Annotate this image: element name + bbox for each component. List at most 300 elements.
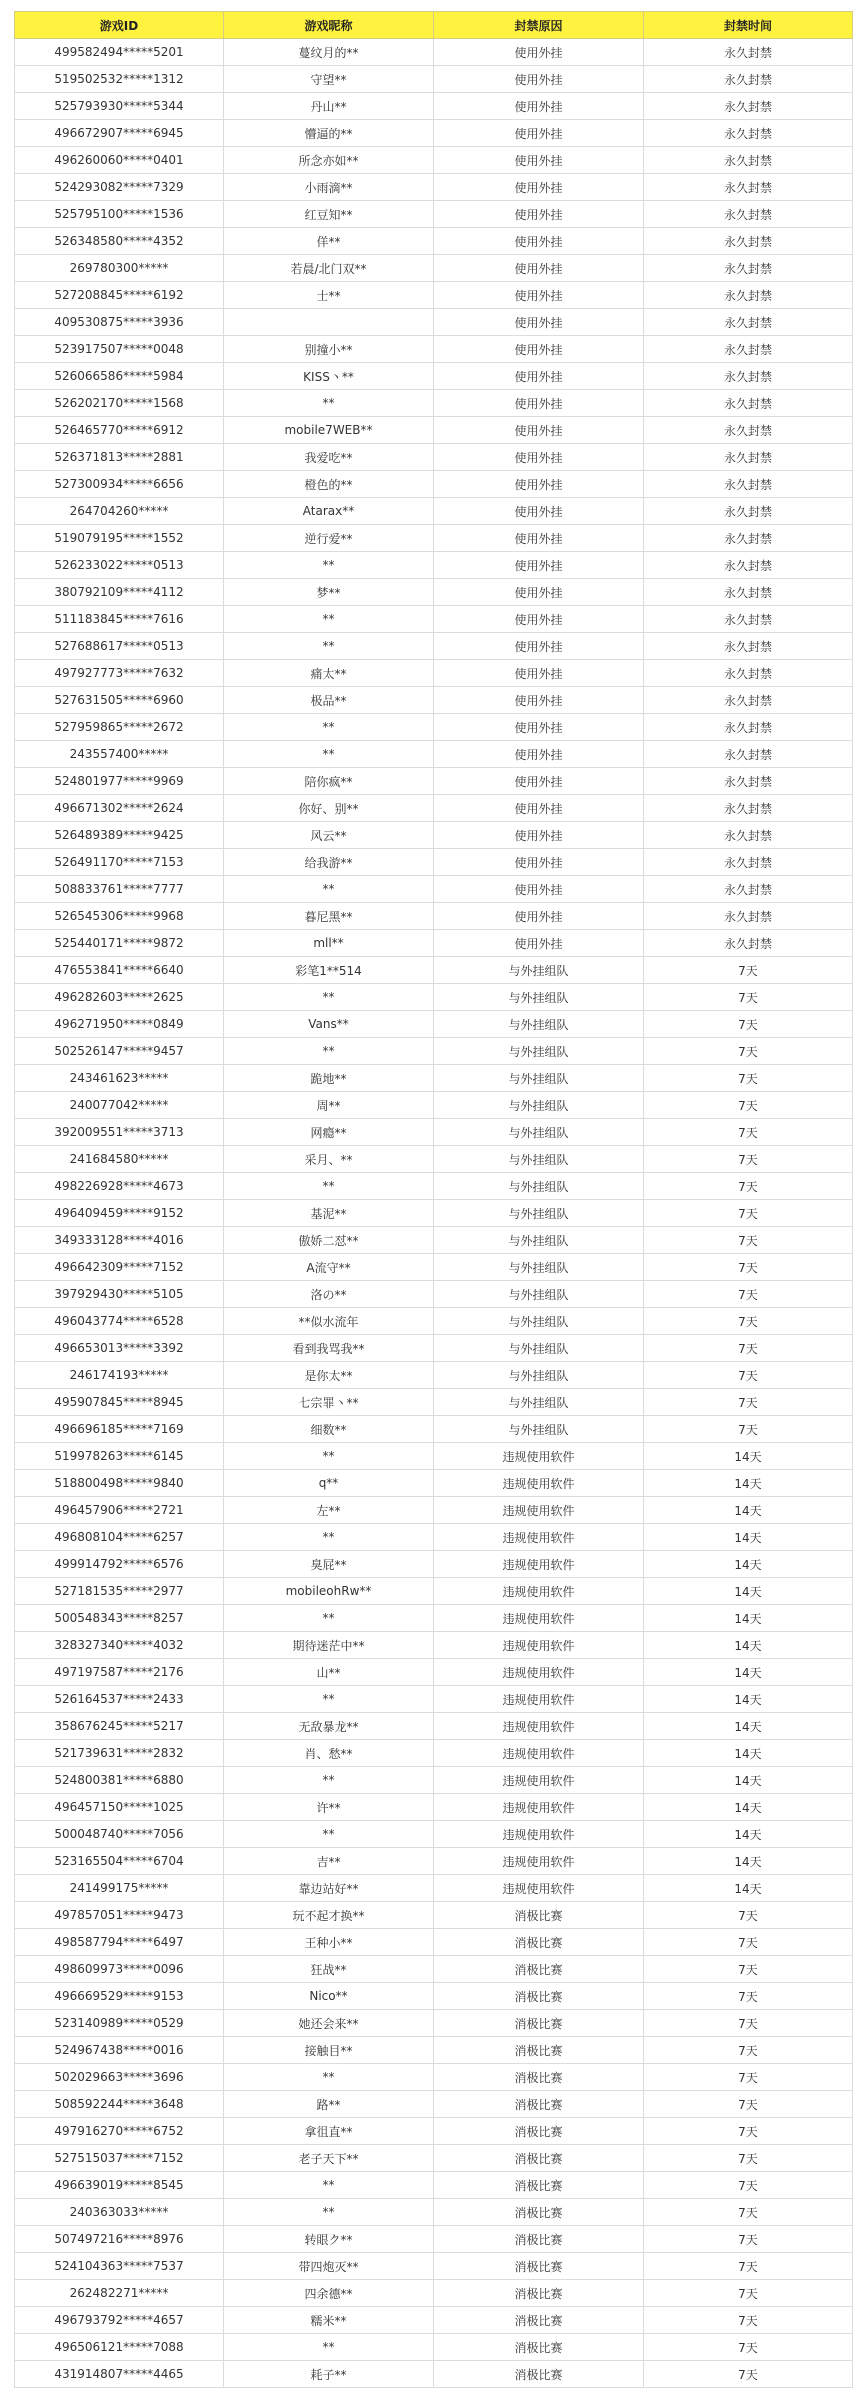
cell-ban-reason: 违规使用软件 — [434, 1497, 644, 1524]
cell-game-id: 523165504*****6704 — [15, 1848, 224, 1875]
cell-game-id: 502029663*****3696 — [15, 2064, 224, 2091]
cell-nickname: 转眼ク** — [224, 2226, 434, 2253]
cell-ban-reason: 使用外挂 — [434, 633, 644, 660]
cell-nickname: 逆行爱** — [224, 525, 434, 552]
cell-game-id: 380792109*****4112 — [15, 579, 224, 606]
cell-nickname: 你好、别** — [224, 795, 434, 822]
cell-game-id: 409530875*****3936 — [15, 309, 224, 336]
cell-game-id: 240363033***** — [15, 2199, 224, 2226]
header-nickname: 游戏昵称 — [224, 12, 434, 39]
cell-nickname: ** — [224, 606, 434, 633]
cell-ban-reason: 违规使用软件 — [434, 1713, 644, 1740]
cell-ban-reason: 使用外挂 — [434, 876, 644, 903]
cell-nickname: ** — [224, 714, 434, 741]
cell-game-id: 496457906*****2721 — [15, 1497, 224, 1524]
cell-nickname: 小雨滴** — [224, 174, 434, 201]
cell-ban-reason: 使用外挂 — [434, 417, 644, 444]
header-row — [15, 12, 853, 39]
cell-game-id: 527959865*****2672 — [15, 714, 224, 741]
cell-ban-reason: 使用外挂 — [434, 498, 644, 525]
cell-ban-duration: 7天 — [644, 2091, 853, 2118]
table-row — [15, 876, 853, 903]
cell-ban-duration: 7天 — [644, 1902, 853, 1929]
cell-game-id: 240077042***** — [15, 1092, 224, 1119]
cell-ban-duration: 永久封禁 — [644, 336, 853, 363]
table-row — [15, 2064, 853, 2091]
table-row — [15, 1524, 853, 1551]
cell-ban-duration: 14天 — [644, 1605, 853, 1632]
cell-ban-duration: 7天 — [644, 2037, 853, 2064]
cell-nickname: 丹山** — [224, 93, 434, 120]
header-game-id: 游戏ID — [15, 12, 224, 39]
cell-ban-duration: 14天 — [644, 1443, 853, 1470]
table-row — [15, 2199, 853, 2226]
cell-ban-duration: 7天 — [644, 1389, 853, 1416]
table-row — [15, 2037, 853, 2064]
cell-nickname: ** — [224, 1605, 434, 1632]
table-row — [15, 1794, 853, 1821]
cell-ban-reason: 消极比赛 — [434, 2334, 644, 2361]
table-row — [15, 2307, 853, 2334]
cell-ban-duration: 7天 — [644, 2172, 853, 2199]
cell-ban-duration: 14天 — [644, 1767, 853, 1794]
cell-game-id: 519079195*****1552 — [15, 525, 224, 552]
cell-ban-reason: 与外挂组队 — [434, 1065, 644, 1092]
table-row — [15, 309, 853, 336]
table-row — [15, 957, 853, 984]
cell-nickname: mll** — [224, 930, 434, 957]
cell-game-id: 524800381*****6880 — [15, 1767, 224, 1794]
cell-game-id: 476553841*****6640 — [15, 957, 224, 984]
cell-ban-duration: 14天 — [644, 1821, 853, 1848]
cell-game-id: 497197587*****2176 — [15, 1659, 224, 1686]
cell-ban-reason: 违规使用软件 — [434, 1740, 644, 1767]
cell-ban-reason: 使用外挂 — [434, 66, 644, 93]
cell-ban-duration: 永久封禁 — [644, 822, 853, 849]
cell-ban-reason: 违规使用软件 — [434, 1551, 644, 1578]
cell-game-id: 526348580*****4352 — [15, 228, 224, 255]
cell-nickname: 橙色的** — [224, 471, 434, 498]
cell-ban-reason: 与外挂组队 — [434, 1308, 644, 1335]
cell-game-id: 525795100*****1536 — [15, 201, 224, 228]
table-row — [15, 1443, 853, 1470]
cell-nickname: ** — [224, 1524, 434, 1551]
cell-game-id: 527208845*****6192 — [15, 282, 224, 309]
table-row — [15, 984, 853, 1011]
cell-ban-duration: 永久封禁 — [644, 93, 853, 120]
cell-nickname: 痛太** — [224, 660, 434, 687]
cell-ban-duration: 7天 — [644, 1956, 853, 1983]
cell-ban-reason: 与外挂组队 — [434, 1227, 644, 1254]
table-row — [15, 255, 853, 282]
table-row — [15, 579, 853, 606]
cell-ban-duration: 7天 — [644, 1281, 853, 1308]
cell-nickname: 狂战** — [224, 1956, 434, 1983]
cell-game-id: 499914792*****6576 — [15, 1551, 224, 1578]
cell-ban-reason: 违规使用软件 — [434, 1821, 644, 1848]
table-row — [15, 93, 853, 120]
cell-ban-reason: 使用外挂 — [434, 201, 644, 228]
cell-game-id: 527688617*****0513 — [15, 633, 224, 660]
cell-nickname: q** — [224, 1470, 434, 1497]
cell-ban-reason: 使用外挂 — [434, 390, 644, 417]
cell-nickname: 给我游** — [224, 849, 434, 876]
table-row — [15, 2361, 853, 2388]
table-row — [15, 1983, 853, 2010]
cell-nickname: 她还会来** — [224, 2010, 434, 2037]
table-row — [15, 363, 853, 390]
cell-ban-reason: 消极比赛 — [434, 2037, 644, 2064]
cell-ban-reason: 违规使用软件 — [434, 1848, 644, 1875]
cell-ban-reason: 使用外挂 — [434, 93, 644, 120]
cell-nickname: 老子天下** — [224, 2145, 434, 2172]
cell-ban-reason: 消极比赛 — [434, 2280, 644, 2307]
cell-ban-duration: 永久封禁 — [644, 930, 853, 957]
cell-ban-reason: 使用外挂 — [434, 363, 644, 390]
table-row — [15, 2091, 853, 2118]
cell-nickname: ** — [224, 741, 434, 768]
table-row — [15, 1308, 853, 1335]
cell-game-id: 526465770*****6912 — [15, 417, 224, 444]
table-row — [15, 1416, 853, 1443]
cell-game-id: 526202170*****1568 — [15, 390, 224, 417]
cell-ban-reason: 使用外挂 — [434, 930, 644, 957]
cell-ban-duration: 永久封禁 — [644, 579, 853, 606]
cell-ban-duration: 14天 — [644, 1524, 853, 1551]
cell-ban-reason: 使用外挂 — [434, 525, 644, 552]
cell-nickname: ** — [224, 1038, 434, 1065]
cell-game-id: 523140989*****0529 — [15, 2010, 224, 2037]
cell-game-id: 243557400***** — [15, 741, 224, 768]
cell-ban-duration: 14天 — [644, 1470, 853, 1497]
cell-nickname: 看到我骂我** — [224, 1335, 434, 1362]
cell-ban-reason: 使用外挂 — [434, 822, 644, 849]
table-row — [15, 2145, 853, 2172]
table-row — [15, 903, 853, 930]
cell-game-id: 521739631*****2832 — [15, 1740, 224, 1767]
cell-game-id: 508833761*****7777 — [15, 876, 224, 903]
cell-ban-duration: 7天 — [644, 1173, 853, 1200]
table-row — [15, 228, 853, 255]
table-row — [15, 1929, 853, 1956]
cell-ban-duration: 7天 — [644, 1362, 853, 1389]
cell-ban-reason: 消极比赛 — [434, 2091, 644, 2118]
cell-ban-reason: 违规使用软件 — [434, 1470, 644, 1497]
table-row — [15, 930, 853, 957]
cell-nickname: 网瘾** — [224, 1119, 434, 1146]
cell-ban-duration: 永久封禁 — [644, 471, 853, 498]
cell-nickname: **似水流年 — [224, 1308, 434, 1335]
cell-ban-reason: 与外挂组队 — [434, 1281, 644, 1308]
table-row — [15, 1470, 853, 1497]
cell-game-id: 496669529*****9153 — [15, 1983, 224, 2010]
table-row — [15, 39, 853, 66]
cell-ban-reason: 使用外挂 — [434, 174, 644, 201]
cell-ban-duration: 7天 — [644, 2010, 853, 2037]
cell-nickname: 别撞小** — [224, 336, 434, 363]
cell-game-id: 328327340*****4032 — [15, 1632, 224, 1659]
cell-ban-duration: 永久封禁 — [644, 255, 853, 282]
cell-game-id: 496409459*****9152 — [15, 1200, 224, 1227]
cell-ban-reason: 消极比赛 — [434, 2199, 644, 2226]
cell-game-id: 496696185*****7169 — [15, 1416, 224, 1443]
cell-ban-reason: 消极比赛 — [434, 2172, 644, 2199]
cell-nickname: 梦** — [224, 579, 434, 606]
cell-ban-reason: 使用外挂 — [434, 768, 644, 795]
cell-game-id: 269780300***** — [15, 255, 224, 282]
cell-ban-duration: 7天 — [644, 2226, 853, 2253]
cell-ban-duration: 14天 — [644, 1497, 853, 1524]
table-row — [15, 1956, 853, 1983]
cell-nickname: ** — [224, 2199, 434, 2226]
cell-game-id: 500548343*****8257 — [15, 1605, 224, 1632]
cell-game-id: 524801977*****9969 — [15, 768, 224, 795]
cell-ban-duration: 14天 — [644, 1794, 853, 1821]
cell-ban-reason: 消极比赛 — [434, 1929, 644, 1956]
cell-game-id: 527631505*****6960 — [15, 687, 224, 714]
table-row — [15, 201, 853, 228]
cell-game-id: 241499175***** — [15, 1875, 224, 1902]
cell-ban-reason: 消极比赛 — [434, 2253, 644, 2280]
table-row — [15, 444, 853, 471]
cell-ban-duration: 7天 — [644, 984, 853, 1011]
cell-game-id: 518800498*****9840 — [15, 1470, 224, 1497]
cell-nickname: 是你太** — [224, 1362, 434, 1389]
cell-ban-reason: 消极比赛 — [434, 2361, 644, 2388]
cell-game-id: 498587794*****6497 — [15, 1929, 224, 1956]
cell-nickname: ** — [224, 633, 434, 660]
cell-nickname: 周** — [224, 1092, 434, 1119]
table-row — [15, 471, 853, 498]
cell-ban-reason: 使用外挂 — [434, 714, 644, 741]
table-row — [15, 525, 853, 552]
cell-nickname: ** — [224, 2172, 434, 2199]
cell-game-id: 497916270*****6752 — [15, 2118, 224, 2145]
table-row — [15, 147, 853, 174]
table-header — [15, 12, 853, 39]
table-row — [15, 1713, 853, 1740]
table-row — [15, 1497, 853, 1524]
cell-ban-reason: 使用外挂 — [434, 471, 644, 498]
cell-game-id: 243461623***** — [15, 1065, 224, 1092]
cell-nickname: 糯米** — [224, 2307, 434, 2334]
cell-game-id: 508592244*****3648 — [15, 2091, 224, 2118]
cell-game-id: 519502532*****1312 — [15, 66, 224, 93]
cell-ban-duration: 7天 — [644, 1335, 853, 1362]
cell-ban-duration: 永久封禁 — [644, 741, 853, 768]
table-row — [15, 1227, 853, 1254]
cell-game-id: 525793930*****5344 — [15, 93, 224, 120]
cell-nickname: mobile7WEB** — [224, 417, 434, 444]
cell-nickname: Atarax** — [224, 498, 434, 525]
cell-ban-duration: 7天 — [644, 1200, 853, 1227]
cell-ban-duration: 永久封禁 — [644, 147, 853, 174]
cell-nickname: ** — [224, 390, 434, 417]
cell-ban-duration: 永久封禁 — [644, 498, 853, 525]
cell-ban-reason: 与外挂组队 — [434, 1092, 644, 1119]
table-row — [15, 1902, 853, 1929]
cell-ban-reason: 使用外挂 — [434, 444, 644, 471]
cell-game-id: 502526147*****9457 — [15, 1038, 224, 1065]
cell-nickname: 期待迷茫中** — [224, 1632, 434, 1659]
cell-nickname: ** — [224, 984, 434, 1011]
cell-ban-duration: 7天 — [644, 2334, 853, 2361]
cell-nickname: 跪地** — [224, 1065, 434, 1092]
table-row — [15, 2172, 853, 2199]
cell-ban-reason: 使用外挂 — [434, 228, 644, 255]
cell-ban-duration: 永久封禁 — [644, 552, 853, 579]
cell-nickname: 耗子** — [224, 2361, 434, 2388]
table-row — [15, 660, 853, 687]
cell-ban-reason: 与外挂组队 — [434, 1362, 644, 1389]
cell-ban-reason: 消极比赛 — [434, 2307, 644, 2334]
cell-nickname: 极品** — [224, 687, 434, 714]
cell-ban-reason: 使用外挂 — [434, 309, 644, 336]
table-row — [15, 1173, 853, 1200]
cell-ban-reason: 使用外挂 — [434, 687, 644, 714]
table-row — [15, 633, 853, 660]
table-row — [15, 1065, 853, 1092]
cell-nickname: 带四炮灭** — [224, 2253, 434, 2280]
table-row — [15, 1146, 853, 1173]
cell-ban-reason: 与外挂组队 — [434, 1335, 644, 1362]
cell-ban-duration: 7天 — [644, 1092, 853, 1119]
cell-ban-reason: 使用外挂 — [434, 606, 644, 633]
table-row — [15, 1011, 853, 1038]
cell-ban-reason: 违规使用软件 — [434, 1605, 644, 1632]
cell-ban-duration: 7天 — [644, 957, 853, 984]
cell-ban-reason: 与外挂组队 — [434, 1254, 644, 1281]
cell-nickname: 所念亦如** — [224, 147, 434, 174]
cell-ban-duration: 14天 — [644, 1632, 853, 1659]
cell-ban-duration: 永久封禁 — [644, 606, 853, 633]
cell-game-id: 526491170*****7153 — [15, 849, 224, 876]
cell-ban-duration: 14天 — [644, 1551, 853, 1578]
cell-game-id: 526164537*****2433 — [15, 1686, 224, 1713]
cell-game-id: 495907845*****8945 — [15, 1389, 224, 1416]
table-row — [15, 120, 853, 147]
table-row — [15, 822, 853, 849]
cell-ban-duration: 14天 — [644, 1686, 853, 1713]
table-row — [15, 1389, 853, 1416]
table-row — [15, 795, 853, 822]
cell-ban-reason: 消极比赛 — [434, 1902, 644, 1929]
cell-ban-reason: 违规使用软件 — [434, 1686, 644, 1713]
cell-ban-duration: 永久封禁 — [644, 768, 853, 795]
cell-nickname: 许** — [224, 1794, 434, 1821]
cell-nickname: 左** — [224, 1497, 434, 1524]
cell-nickname: 彩笔1**514 — [224, 957, 434, 984]
cell-ban-reason: 使用外挂 — [434, 903, 644, 930]
cell-ban-duration: 14天 — [644, 1713, 853, 1740]
cell-ban-reason: 违规使用软件 — [434, 1767, 644, 1794]
cell-game-id: 496043774*****6528 — [15, 1308, 224, 1335]
table-row — [15, 1335, 853, 1362]
cell-ban-reason: 违规使用软件 — [434, 1632, 644, 1659]
table-row — [15, 1821, 853, 1848]
cell-nickname: ** — [224, 1443, 434, 1470]
cell-nickname: 肖、愁** — [224, 1740, 434, 1767]
cell-ban-reason: 消极比赛 — [434, 2145, 644, 2172]
table-row — [15, 1119, 853, 1146]
cell-nickname: 玩不起才换** — [224, 1902, 434, 1929]
table-row — [15, 2280, 853, 2307]
cell-ban-duration: 永久封禁 — [644, 849, 853, 876]
cell-ban-duration: 7天 — [644, 1308, 853, 1335]
table-row — [15, 552, 853, 579]
cell-game-id: 264704260***** — [15, 498, 224, 525]
cell-game-id: 498226928*****4673 — [15, 1173, 224, 1200]
table-row — [15, 2010, 853, 2037]
cell-nickname: 若晨/北门双** — [224, 255, 434, 282]
cell-ban-reason: 与外挂组队 — [434, 1200, 644, 1227]
table-row — [15, 417, 853, 444]
cell-ban-duration: 永久封禁 — [644, 363, 853, 390]
cell-ban-duration: 14天 — [644, 1875, 853, 1902]
cell-nickname: 吉** — [224, 1848, 434, 1875]
cell-ban-reason: 违规使用软件 — [434, 1794, 644, 1821]
cell-nickname: ** — [224, 1821, 434, 1848]
cell-ban-reason: 违规使用软件 — [434, 1578, 644, 1605]
cell-ban-duration: 7天 — [644, 1416, 853, 1443]
cell-ban-duration: 永久封禁 — [644, 120, 853, 147]
cell-nickname: 四余德** — [224, 2280, 434, 2307]
table-row — [15, 687, 853, 714]
cell-ban-reason: 使用外挂 — [434, 741, 644, 768]
cell-ban-reason: 违规使用软件 — [434, 1875, 644, 1902]
cell-game-id: 526545306*****9968 — [15, 903, 224, 930]
cell-game-id: 526371813*****2881 — [15, 444, 224, 471]
cell-ban-reason: 与外挂组队 — [434, 1011, 644, 1038]
cell-nickname: 臭屁** — [224, 1551, 434, 1578]
cell-nickname: 接触目** — [224, 2037, 434, 2064]
cell-game-id: 496260060*****0401 — [15, 147, 224, 174]
cell-ban-duration: 7天 — [644, 1119, 853, 1146]
cell-ban-duration: 7天 — [644, 2307, 853, 2334]
cell-game-id: 496282603*****2625 — [15, 984, 224, 1011]
cell-game-id: 523917507*****0048 — [15, 336, 224, 363]
cell-game-id: 397929430*****5105 — [15, 1281, 224, 1308]
cell-game-id: 507497216*****8976 — [15, 2226, 224, 2253]
cell-nickname: 基泥** — [224, 1200, 434, 1227]
cell-ban-reason: 与外挂组队 — [434, 957, 644, 984]
table-row — [15, 1875, 853, 1902]
cell-ban-duration: 永久封禁 — [644, 525, 853, 552]
table-row — [15, 2253, 853, 2280]
cell-ban-reason: 与外挂组队 — [434, 1038, 644, 1065]
cell-game-id: 496808104*****6257 — [15, 1524, 224, 1551]
cell-game-id: 392009551*****3713 — [15, 1119, 224, 1146]
cell-ban-reason: 与外挂组队 — [434, 1173, 644, 1200]
cell-game-id: 524104363*****7537 — [15, 2253, 224, 2280]
cell-game-id: 526489389*****9425 — [15, 822, 224, 849]
cell-ban-duration: 7天 — [644, 2361, 853, 2388]
table-row — [15, 1362, 853, 1389]
cell-game-id: 498609973*****0096 — [15, 1956, 224, 1983]
cell-ban-duration: 永久封禁 — [644, 390, 853, 417]
cell-nickname: 懵逼的** — [224, 120, 434, 147]
cell-ban-duration: 永久封禁 — [644, 444, 853, 471]
cell-nickname: ** — [224, 1686, 434, 1713]
cell-nickname: 拿徂直** — [224, 2118, 434, 2145]
table-row — [15, 1200, 853, 1227]
cell-ban-duration: 14天 — [644, 1659, 853, 1686]
cell-game-id: 431914807*****4465 — [15, 2361, 224, 2388]
cell-ban-duration: 7天 — [644, 1038, 853, 1065]
cell-ban-reason: 使用外挂 — [434, 552, 644, 579]
table-row — [15, 741, 853, 768]
cell-ban-duration: 永久封禁 — [644, 417, 853, 444]
